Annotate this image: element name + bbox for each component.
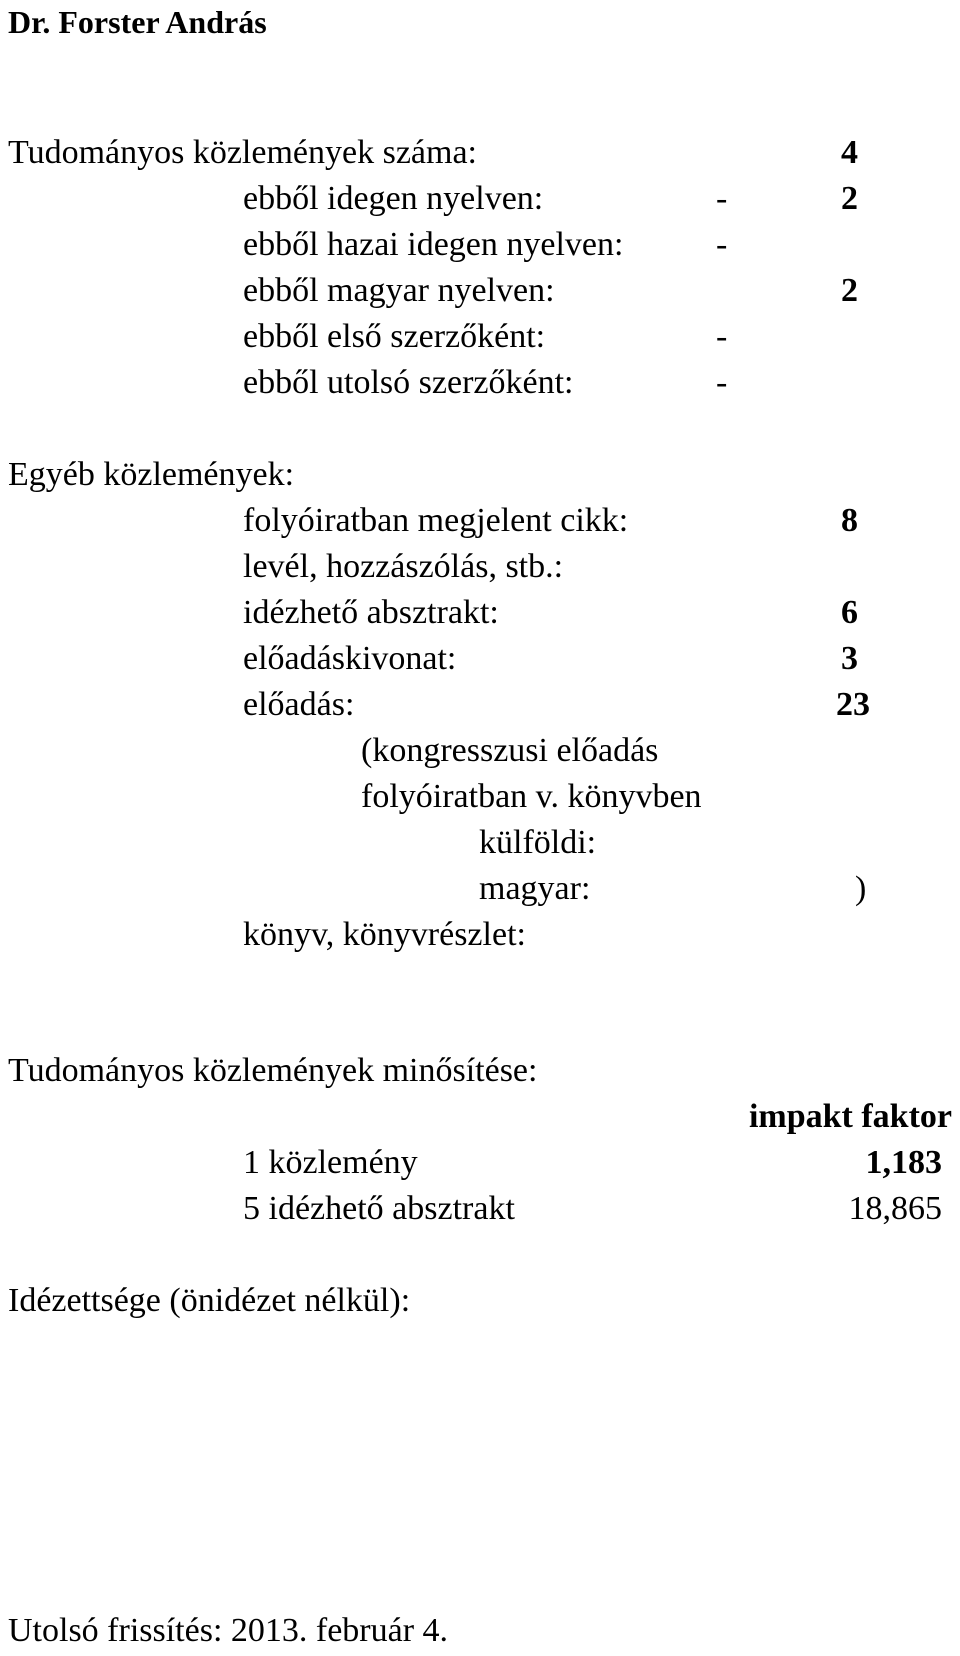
publications-row-dash: - — [716, 226, 728, 263]
abstract-value: 6 — [841, 594, 858, 631]
page-title: Dr. Forster András — [8, 4, 267, 40]
impact-factor-header: impakt faktor — [748, 1098, 952, 1135]
hungarian-label: magyar: — [479, 870, 591, 907]
foreign-label: külföldi: — [479, 824, 597, 861]
citations-heading: Idézettsége (önidézet nélkül): — [8, 1282, 411, 1319]
letter-label: levél, hozzászólás, stb.: — [243, 548, 564, 585]
lecture-summary-label: előadáskivonat: — [243, 640, 457, 677]
publications-row-dash: - — [716, 180, 728, 217]
publications-row-label: ebből első szerzőként: — [243, 318, 546, 355]
congress-line-1: (kongresszusi előadás — [361, 732, 659, 769]
rating-row-label: 5 idézhető absztrakt — [243, 1190, 515, 1227]
rating-row-label: 1 közlemény — [243, 1144, 418, 1181]
publications-row-dash: - — [716, 318, 728, 355]
lecture-label: előadás: — [243, 686, 355, 723]
last-updated: Utolsó frissítés: 2013. február 4. — [8, 1612, 449, 1649]
publications-row-dash: - — [716, 364, 728, 401]
publications-row-value: 2 — [841, 180, 858, 217]
lecture-summary-value: 3 — [841, 640, 858, 677]
abstract-label: idézhető absztrakt: — [243, 594, 499, 631]
lecture-value: 23 — [836, 686, 870, 723]
publications-heading: Tudományos közlemények száma: — [8, 134, 477, 171]
publications-row-label: ebből magyar nyelven: — [243, 272, 555, 309]
rating-heading: Tudományos közlemények minősítése: — [8, 1052, 538, 1089]
rating-row-value: 1,183 — [865, 1144, 942, 1181]
publications-total: 4 — [841, 134, 858, 171]
congress-line-2: folyóiratban v. könyvben — [361, 778, 702, 815]
publications-row-label: ebből utolsó szerzőként: — [243, 364, 574, 401]
publications-row-label: ebből idegen nyelven: — [243, 180, 544, 217]
publications-row-label: ebből hazai idegen nyelven: — [243, 226, 624, 263]
close-paren: ) — [855, 870, 867, 907]
journal-article-label: folyóiratban megjelent cikk: — [243, 502, 629, 539]
book-label: könyv, könyvrészlet: — [243, 916, 526, 953]
rating-row-value: 18,865 — [848, 1190, 942, 1227]
journal-article-value: 8 — [841, 502, 858, 539]
publications-row-value: 2 — [841, 272, 858, 309]
other-heading: Egyéb közlemények: — [8, 456, 295, 493]
